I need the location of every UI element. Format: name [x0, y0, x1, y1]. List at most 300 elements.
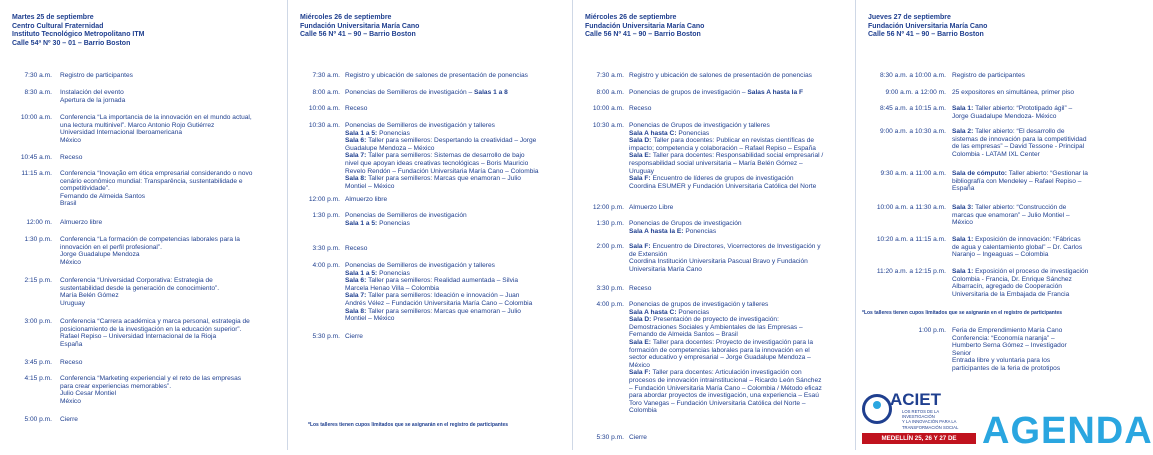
session-line [345, 292, 532, 300]
session-line [629, 175, 823, 183]
session-text: Ponencias de Semilleros de investigación y talleres [345, 262, 495, 269]
session-text: sector educativo y empresarial – Jorge Guadalupe Mendoza – [629, 354, 811, 362]
session-time: 11:20 a.m. a 12:15 p.m. [876, 268, 946, 275]
room-label: Sala A hasta la E: [629, 227, 686, 235]
day-header-line: Calle 56 Nº 41 – 90 – Barrio Boston [585, 31, 701, 39]
session-description [952, 204, 1070, 227]
session-time: 7:30 a.m. [596, 72, 624, 79]
session-line [629, 258, 821, 266]
session-line [629, 377, 822, 385]
session-line [629, 89, 803, 97]
session-description [952, 128, 1087, 158]
session-text: Taller para docentes: Responsabilidad social empresarial / [652, 152, 824, 160]
session-text: Taller para semilleros: Ideación e innovación – Juan [368, 292, 520, 300]
session-line [345, 315, 532, 323]
session-text: participantes de la feria de prototipos [952, 364, 1061, 372]
session-time: 11:15 a.m. [21, 170, 52, 177]
room-label: Sala 8: [345, 175, 369, 183]
session-time: 10:00 a.m. [308, 105, 340, 112]
session-time: 5:30 p.m. [596, 434, 624, 441]
session-description [629, 220, 742, 235]
session-line [345, 72, 528, 80]
session-time: 5:00 p.m. [24, 416, 52, 423]
day-header-line: Miércoles 26 de septiembre [300, 14, 392, 21]
room-label: Sala 1: [952, 105, 976, 112]
session-text: formación de competencias laborales para la innovación en el [629, 346, 810, 354]
session-description [60, 89, 125, 104]
session-line [60, 285, 219, 293]
session-text: Rafael Repiso – Universidad Internacional de la Rioja [60, 333, 217, 341]
session-line [629, 331, 822, 339]
session-text: Cierre [345, 333, 363, 340]
session-line [629, 309, 822, 317]
session-line [952, 335, 1067, 343]
session-text: Ponencias de Semilleros de investigación [345, 212, 467, 219]
session-text: Taller abierto: “Gestionar la [1008, 170, 1088, 177]
session-line [60, 375, 241, 383]
session-description [60, 114, 252, 144]
session-time: 8:00 a.m. [596, 89, 624, 96]
session-line [60, 390, 241, 398]
session-line [952, 219, 1070, 227]
session-description [345, 212, 467, 227]
logo-tagline-line: LOS RETOS DE LA INVESTIGACIÓN [902, 409, 939, 420]
session-line [60, 300, 219, 308]
session-text: Taller abierto: “Construcción de [975, 204, 1067, 211]
session-text: Receso [60, 359, 83, 366]
session-line [60, 89, 125, 97]
session-description [60, 170, 252, 208]
session-time: 2:15 p.m. [24, 277, 52, 284]
session-line [345, 212, 467, 220]
session-line [60, 178, 252, 186]
session-line [60, 359, 82, 367]
session-time: 3:45 p.m. [24, 359, 52, 366]
session-text: Instalación del evento [60, 89, 124, 96]
session-line [60, 193, 252, 201]
session-text: cenário econômico mundial: Transparência, sustentabilidade e [60, 177, 243, 185]
session-text: Ponencias de Grupos de investigación y talleres [629, 122, 770, 129]
session-description [60, 416, 78, 424]
session-time: 9:30 a.m. a 11:00 a.m. [880, 170, 946, 177]
session-text: Coordina ESUMER y Fundación Universitaria Católica del Norte [629, 182, 817, 190]
session-text: nivel que apoyan ideas creativas tecnológicas – Boris Mauricio [345, 159, 529, 167]
session-description [952, 89, 1074, 97]
room-label: Sala de cómputo: [952, 170, 1009, 177]
session-line [952, 357, 1067, 365]
session-text: Cierre [629, 434, 647, 441]
session-description [345, 262, 532, 323]
session-time: 4:00 p.m. [312, 262, 340, 269]
workshop-capacity-note: *Los talleres tienen cupos limitados que se asignarán en el registro de participantes [862, 310, 1063, 316]
aciet-logo-mark-icon [862, 394, 892, 424]
session-text: Ponencias [685, 227, 717, 235]
room-label: Sala 1: [952, 236, 976, 243]
session-line [952, 136, 1087, 144]
session-description [629, 301, 822, 415]
room-label: Sala 6: [345, 277, 369, 285]
session-line [629, 243, 821, 251]
session-description [60, 219, 102, 227]
room-label: Sala 1: [952, 268, 976, 275]
session-line [952, 72, 1025, 80]
session-time: 5:30 p.m. [312, 333, 340, 340]
session-line [952, 236, 1082, 244]
session-text: de Extensión [629, 250, 668, 258]
session-line [345, 245, 367, 253]
session-description [952, 268, 1088, 298]
day-header-line: Calle 56 Nº 41 – 90 – Barrio Boston [300, 31, 416, 39]
session-text: Exposición de innovación: “Fábricas [975, 236, 1081, 243]
session-line [345, 196, 387, 204]
logo-tagline-line: TRANSFORMACIÓN SOCIAL [902, 424, 959, 430]
session-line [952, 365, 1067, 373]
session-line [60, 244, 240, 252]
session-description [345, 196, 387, 204]
session-time: 12:00 p.m. [308, 196, 340, 203]
session-text: Registro y ubicación de salones de presentación de ponencias [629, 72, 812, 79]
session-line [345, 270, 532, 278]
session-description [345, 89, 508, 97]
session-line [952, 251, 1082, 259]
session-text: Apertura de la jornada [60, 96, 126, 104]
session-line [60, 185, 252, 193]
session-text: Ponencias [379, 219, 410, 227]
room-label: Sala 2: [952, 128, 976, 135]
session-text: Ponencias de Semilleros de investigación – [345, 89, 475, 96]
session-line [345, 285, 532, 293]
session-description [60, 375, 241, 405]
session-line [629, 434, 647, 442]
session-time: 1:30 p.m. [596, 220, 624, 227]
session-text: Montiel – México [345, 315, 395, 323]
session-line [345, 122, 539, 130]
session-line [345, 308, 532, 316]
session-description [952, 105, 1072, 120]
agenda-title: AGENDA [982, 410, 1153, 452]
session-text: Naranjo – Ingeaguas – Colombia [952, 251, 1049, 259]
session-line [60, 259, 240, 267]
session-text: Guadalupe Mendoza – México [345, 144, 435, 152]
session-line [345, 175, 539, 183]
session-line [629, 266, 821, 274]
session-text: Almuerzo libre [345, 196, 388, 203]
session-description [345, 122, 539, 190]
session-line [629, 160, 823, 168]
session-time: 1:30 p.m. [24, 236, 52, 243]
session-time: 9:00 a.m. a 10:30 a.m. [880, 128, 946, 135]
session-text: Taller abierto: “Prototipado ágil” – [975, 105, 1073, 112]
session-time: 3:00 p.m. [24, 318, 52, 325]
room-label: Sala 1 a 5: [345, 219, 380, 227]
session-text: una lectura multinivel”. Marco Antonio Rojo Gutiérrez [60, 121, 215, 129]
session-line [629, 152, 823, 160]
session-line [60, 97, 125, 105]
session-line [629, 130, 823, 138]
session-description [60, 72, 133, 80]
session-description [629, 72, 812, 80]
session-line [60, 383, 241, 391]
room-label: Sala 1 a 5: [345, 269, 380, 277]
session-line [629, 385, 822, 393]
session-line [60, 122, 252, 130]
room-label: Salas A hasta la F [747, 89, 803, 96]
session-text: Conferencia “La formación de competencias laborales para la [60, 236, 240, 243]
session-time: 1:30 p.m. [312, 212, 340, 219]
session-text: Marcela Henao Villa – Colombia [345, 284, 440, 292]
session-text: México [629, 361, 650, 369]
day-header-line: Centro Cultural Fraternidad [12, 22, 104, 30]
session-text: Colombia - LATAM IXL Center [952, 150, 1040, 158]
session-time: 4:15 p.m. [24, 375, 52, 382]
session-text: – Fundación Universitaria María Cano – Colombia / Método eficaz [629, 384, 822, 392]
session-text: México [60, 258, 81, 266]
session-line [629, 220, 742, 228]
session-description [345, 333, 363, 341]
session-description [60, 277, 219, 307]
session-line [345, 105, 367, 113]
session-text: México [60, 136, 81, 144]
session-line [345, 130, 539, 138]
session-text: Andrés Vélez – Fundación Universitaria María Cano – Colombia [345, 299, 533, 307]
session-line [952, 89, 1074, 97]
session-line [629, 228, 742, 236]
room-label: Sala 3: [952, 204, 976, 211]
session-line [345, 183, 539, 191]
session-line [629, 362, 822, 370]
session-line [629, 183, 823, 191]
session-line [629, 105, 651, 113]
session-line [629, 339, 822, 347]
session-line [952, 212, 1070, 220]
room-label: Sala D: [629, 137, 654, 145]
session-time: 1:00 p.m. [918, 327, 946, 334]
session-time: 10:00 a.m. [20, 114, 52, 121]
session-line [60, 170, 252, 178]
session-text: Taller para semilleros: Realidad aumentada – Silvia [368, 277, 518, 285]
session-text: Fernando de Almeida Santos – Brasil [629, 331, 738, 339]
session-line [345, 145, 539, 153]
session-text: Ponencias de Grupos de investigación [629, 220, 742, 227]
session-text: Taller para docentes: Articulación investigación con [652, 369, 802, 377]
session-text: Conferencia: “Economía naranja” – [952, 334, 1055, 342]
room-label: Sala 1 a 5: [345, 129, 380, 137]
session-text: Jorge Guadalupe Mendoza- México [952, 112, 1057, 120]
session-text: Receso [629, 285, 652, 292]
session-text: Jorge Guadalupe Mendoza [60, 251, 140, 259]
session-text: Almuerzo libre [60, 219, 103, 226]
session-line [952, 113, 1072, 121]
room-label: Sala E: [629, 152, 653, 160]
session-line [952, 327, 1067, 335]
session-text: posicionamiento de la investigación en la educación superior”. [60, 325, 242, 333]
day-column-wednesday-grupos [573, 0, 855, 450]
session-line [345, 160, 539, 168]
session-line [345, 262, 532, 270]
session-time: 10:20 a.m. a 11:15 a.m. [876, 236, 946, 243]
session-text: Taller para docentes: Publicar en revistas científicas de [653, 137, 815, 145]
session-text: Toro Vanegas – Fundación Universitaria Católica del Norte – [629, 399, 806, 407]
session-text: España [952, 185, 975, 193]
day-header-line: Fundación Universitaria María Cano [868, 22, 988, 30]
session-line [60, 333, 250, 341]
session-time: 12:00 m. [26, 219, 52, 226]
session-line [629, 369, 822, 377]
session-text: España [60, 340, 83, 348]
session-line [629, 354, 822, 362]
session-time: 10:45 a.m. [20, 154, 52, 161]
session-text: Demostraciones Sociales y Ambientales de las Empresas – [629, 323, 803, 331]
day-header [12, 14, 144, 48]
session-text: Brasil [60, 200, 77, 208]
day-header-line: Calle 54ª Nº 30 – 01 – Barrio Boston [12, 39, 131, 47]
day-header-line: Instituto Tecnológico Metropolitano ITM [12, 31, 145, 39]
session-line [629, 168, 823, 176]
day-header [300, 14, 419, 40]
session-line [60, 341, 250, 349]
session-text: Receso [345, 245, 368, 252]
session-text: Cierre [60, 416, 78, 423]
session-line [952, 276, 1088, 284]
session-time: 3:30 p.m. [312, 245, 340, 252]
session-line [629, 400, 822, 408]
session-time: 10:30 a.m. [308, 122, 340, 129]
session-line [952, 170, 1088, 178]
session-text: de agua y calentamiento global” – Dr. Carlos [952, 243, 1083, 251]
session-time: 8:30 a.m. [24, 89, 52, 96]
session-line [952, 185, 1088, 193]
session-text: Senior [952, 349, 972, 357]
session-time: 7:30 a.m. [24, 72, 52, 79]
session-time: 7:30 a.m. [312, 72, 340, 79]
session-line [60, 318, 250, 326]
session-description [629, 285, 651, 293]
day-column-thursday [856, 0, 1100, 450]
session-line [345, 300, 532, 308]
aciet-logo [862, 388, 1153, 453]
session-text: Conferencia “Universidad Corporativa: Estrategia de [60, 277, 213, 284]
room-label: Sala 8: [345, 307, 369, 315]
session-text: impacto; competencia y colaboración – Rafael Repiso – España [629, 144, 816, 152]
session-time: 8:30 a.m. a 10:00 a.m. [880, 72, 946, 79]
session-line [60, 292, 219, 300]
session-line [60, 129, 252, 137]
session-line [60, 219, 102, 227]
session-text: Presentación de proyecto de investigación: [653, 316, 779, 324]
session-line [952, 105, 1072, 113]
session-time: 8:45 a.m. a 10:15 a.m. [880, 105, 946, 112]
session-line [60, 200, 252, 208]
session-line [60, 251, 240, 259]
logo-name: ACIET [890, 390, 941, 409]
session-line [952, 350, 1067, 358]
session-text: María Belén Gómez [60, 292, 119, 300]
session-line [629, 285, 651, 293]
session-text: Taller para semilleros: Sistemas de desarrollo de bajo [368, 152, 525, 160]
session-text: Almuerzo Libre [629, 204, 674, 211]
session-text: innovación en el perfil profesional”. [60, 243, 162, 251]
session-line [345, 137, 539, 145]
session-text: Receso [629, 105, 652, 112]
session-line [629, 122, 823, 130]
day-header [868, 14, 987, 40]
session-line [952, 244, 1082, 252]
session-text: procesos de innovación intrainstitucional – Ricardo León Sánchez [629, 376, 822, 384]
session-line [629, 347, 822, 355]
session-text: sistemas de innovación para la competitividad [952, 135, 1087, 143]
session-text: Ponencias [678, 308, 710, 316]
logo-tagline [902, 409, 972, 430]
room-label: Sala 7: [345, 152, 369, 160]
session-text: Uruguay [629, 167, 654, 175]
session-line [629, 72, 812, 80]
session-text: Colombia - Francia, Dr. Enrique Sánchez [952, 275, 1072, 283]
session-text: Uruguay [60, 299, 85, 307]
session-time: 2:00 p.m. [596, 243, 624, 250]
session-description [345, 105, 367, 113]
session-text: Conferencia “Carrera académica y marca personal, estrategia de [60, 318, 250, 325]
session-line [345, 333, 363, 341]
session-time: 12:00 p.m. [592, 204, 624, 211]
session-time: 10:30 a.m. [592, 122, 624, 129]
session-text: competitividade”. [60, 185, 110, 193]
session-text: responsabilidad social universitaria – María Belén Gómez – [629, 159, 803, 167]
session-description [345, 245, 367, 253]
session-text: 25 expositores en simultánea, primer piso [952, 89, 1075, 96]
session-text: Receso [60, 154, 83, 161]
session-line [60, 72, 133, 80]
session-time: 9:00 a.m. a 12:00 m. [885, 89, 946, 96]
session-line [60, 326, 250, 334]
session-text: Humberto Serna Gómez – Investigador [952, 342, 1067, 350]
session-line [629, 145, 823, 153]
session-text: Ponencias [379, 269, 410, 277]
session-text: Taller para docentes: Proyecto de investigación para la [652, 338, 814, 346]
session-text: Fernando de Almeida Santos [60, 192, 146, 200]
session-text: Ponencias de grupos de investigación – [629, 89, 748, 96]
session-text: Taller para semilleros: Despertando la creatividad – Jorge [368, 137, 537, 145]
room-label: Sala D: [629, 316, 654, 324]
session-line [345, 277, 532, 285]
session-time: 8:00 a.m. [312, 89, 340, 96]
session-text: para crear experiencias memorables”. [60, 382, 172, 390]
session-text: Encuentro de líderes de grupos de investigación [652, 175, 794, 183]
session-description [629, 434, 647, 442]
session-line [629, 324, 822, 332]
session-description [629, 204, 673, 212]
day-header-line: Martes 25 de septiembre [12, 14, 94, 21]
session-line [629, 407, 822, 415]
session-text: Registro de participantes [60, 72, 133, 79]
session-line [629, 137, 823, 145]
room-label: Sala A hasta C: [629, 308, 679, 316]
session-text: de las empresas” – David Tessone - Principal [952, 143, 1085, 151]
session-description [952, 72, 1025, 80]
workshop-capacity-note: *Los talleres tienen cupos limitados que se asignarán en el registro de participantes [308, 422, 509, 428]
session-line [629, 392, 822, 400]
session-text: Exposición el proceso de investigación [975, 268, 1089, 275]
session-text: marcas que enamoran” – Julio Montiel – [952, 211, 1070, 219]
session-text: Universitaria María Cano [629, 265, 702, 273]
session-description [952, 327, 1067, 373]
session-line [345, 89, 508, 97]
room-label: Sala E: [629, 338, 653, 346]
session-text: Encuentro de Directores, Vicerrectores de Investigación y [652, 243, 821, 250]
session-text: Revelo Rendón – Fundación Universitaria María Cano – Colombia [345, 167, 539, 175]
session-description [60, 154, 82, 162]
session-text: Feria de Emprendimiento María Cano [952, 327, 1063, 334]
session-text: Albarracín, agregado de Cooperación [952, 283, 1062, 291]
